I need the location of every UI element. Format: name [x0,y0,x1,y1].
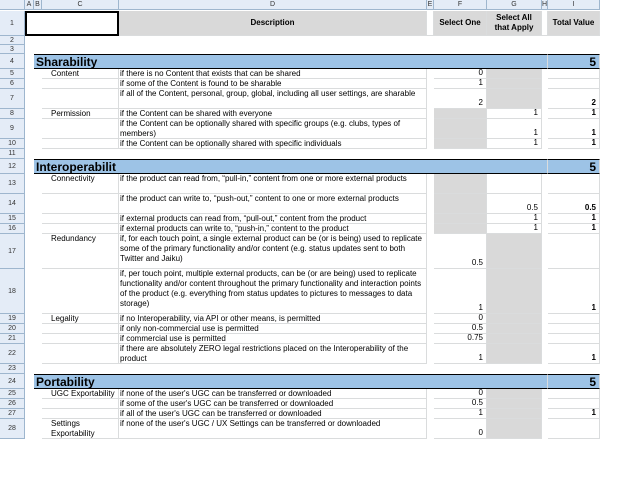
total-value-cell[interactable] [548,314,600,324]
row-header[interactable]: 12 [0,159,25,174]
total-value-cell[interactable]: 1 [548,224,600,234]
description-cell[interactable]: if there are absolutely ZERO legal restrictions placed on the Interoperability of the product [119,344,427,364]
select-all-cell[interactable] [487,344,542,364]
description-cell[interactable]: if some of the user's UGC can be transferred or downloaded [119,399,427,409]
select-all-cell[interactable]: 1 [487,224,542,234]
description-cell[interactable]: if the product can read from, “pull-in,” content from one or more external products [119,174,427,194]
description-cell[interactable]: if commercial use is permitted [119,334,427,344]
spacer-cell[interactable] [427,11,434,36]
column-header[interactable]: C [42,0,119,10]
total-value-cell[interactable]: 1 [548,109,600,119]
select-one-cell[interactable]: 0.75 [434,334,487,344]
description-cell[interactable]: if none of the user's UGC / UX Settings can be transferred or downloaded [119,419,427,439]
description-cell[interactable]: if external products can read from, “pull-out,” content from the product [119,214,427,224]
header-cell[interactable] [25,11,119,36]
section-title[interactable]: Sharability [34,54,548,69]
total-value-cell[interactable]: 2 [548,89,600,109]
row-header[interactable]: 11 [0,149,25,159]
row-header[interactable]: 21 [0,334,25,344]
column-header[interactable]: G [487,0,542,10]
category-cell[interactable]: Permission [42,109,119,119]
row-header[interactable]: 15 [0,214,25,224]
column-header[interactable]: B [34,0,42,10]
row-header[interactable]: 16 [0,224,25,234]
select-one-cell[interactable]: 1 [434,269,487,314]
category-cell[interactable]: Content [42,69,119,79]
select-all-cell[interactable]: 0.5 [487,194,542,214]
select-one-cell[interactable]: 1 [434,79,487,89]
select-all-cell[interactable] [487,389,542,399]
select-all-cell[interactable] [487,89,542,109]
select-one-cell[interactable]: 0.5 [434,234,487,269]
select-all-cell[interactable] [487,79,542,89]
row-header[interactable]: 4 [0,54,25,69]
description-cell[interactable]: if, for each touch point, a single external product can be (or is being) used to replicate some of the primary functionality and/or content (e.g. status updates sent to both Twitter and Jaiku) [119,234,427,269]
select-one-cell[interactable] [434,214,487,224]
description-cell[interactable]: if the Content can be shared with everyone [119,109,427,119]
section-title[interactable]: Interoperabilit [34,159,548,174]
select-one-cell[interactable] [434,174,487,194]
select-one-cell[interactable] [434,224,487,234]
column-header[interactable]: I [548,0,600,10]
select-all-cell[interactable] [487,314,542,324]
total-value-cell[interactable]: 1 [548,139,600,149]
category-cell[interactable] [42,334,119,344]
select-all-corner[interactable] [0,0,25,10]
row-header[interactable]: 13 [0,174,25,194]
total-value-cell[interactable] [548,389,600,399]
description-cell[interactable]: if none of the user's UGC can be transferred or downloaded [119,389,427,399]
row-header[interactable]: 27 [0,409,25,419]
total-value-cell[interactable]: 0.5 [548,194,600,214]
description-cell[interactable]: if the Content can be optionally shared with specific individuals [119,139,427,149]
row-header[interactable]: 26 [0,399,25,409]
row-header[interactable]: 18 [0,269,25,314]
select-all-cell[interactable] [487,174,542,194]
section-title[interactable]: Portability [34,374,548,389]
select-one-cell[interactable]: 2 [434,89,487,109]
category-cell[interactable] [42,139,119,149]
total-value-cell[interactable] [548,69,600,79]
row-header[interactable]: 9 [0,119,25,139]
select-one-cell[interactable]: 0 [434,389,487,399]
column-header[interactable]: A [25,0,34,10]
total-value-cell[interactable] [548,399,600,409]
description-header[interactable]: Description [119,11,427,36]
total-value-cell[interactable] [548,174,600,194]
section-total[interactable]: 5 [548,159,600,174]
select-one-cell[interactable] [434,194,487,214]
category-cell[interactable] [42,224,119,234]
column-header[interactable]: F [434,0,487,10]
category-cell[interactable]: Legality [42,314,119,324]
row-header[interactable]: 28 [0,419,25,439]
description-cell[interactable]: if some of the Content is found to be sharable [119,79,427,89]
row-header[interactable]: 24 [0,374,25,389]
select-all-cell[interactable] [487,324,542,334]
total-value-cell[interactable]: 1 [548,119,600,139]
category-cell[interactable] [42,214,119,224]
row-header[interactable]: 3 [0,45,25,54]
total-value-cell[interactable]: 1 [548,344,600,364]
category-cell[interactable] [42,79,119,89]
row-header[interactable]: 22 [0,344,25,364]
row-header[interactable]: 14 [0,194,25,214]
select-one-cell[interactable]: 0 [434,314,487,324]
select-all-cell[interactable] [487,269,542,314]
select-one-cell[interactable]: 0 [434,69,487,79]
row-header[interactable]: 5 [0,69,25,79]
row-header[interactable]: 19 [0,314,25,324]
select-one-cell[interactable] [434,119,487,139]
category-cell[interactable] [42,194,119,214]
description-cell[interactable]: if the Content can be optionally shared with specific groups (e.g. clubs, types of members) [119,119,427,139]
description-cell[interactable]: if all of the user's UGC can be transferred or downloaded [119,409,427,419]
section-total[interactable]: 5 [548,374,600,389]
row-header[interactable]: 2 [0,36,25,45]
row-header[interactable]: 17 [0,234,25,269]
category-cell[interactable] [42,409,119,419]
select-all-cell[interactable]: 1 [487,119,542,139]
category-cell[interactable] [42,344,119,364]
select-all-cell[interactable] [487,409,542,419]
total-value-cell[interactable] [548,79,600,89]
total-value-cell[interactable]: 1 [548,409,600,419]
total-value-cell[interactable] [548,324,600,334]
select-all-cell[interactable]: 1 [487,109,542,119]
description-cell[interactable]: if external products can write to, “push-in,” content to the product [119,224,427,234]
row-header[interactable]: 7 [0,89,25,109]
category-cell[interactable]: Connectivity [42,174,119,194]
select-one-cell[interactable]: 0.5 [434,324,487,334]
category-cell[interactable] [42,324,119,334]
total-value-cell[interactable] [548,334,600,344]
select-all-cell[interactable] [487,69,542,79]
total-value-header[interactable]: Total Value [548,11,600,36]
select-one-cell[interactable]: 1 [434,409,487,419]
row-header[interactable]: 10 [0,139,25,149]
select-all-cell[interactable] [487,234,542,269]
select-one-cell[interactable] [434,109,487,119]
row-header[interactable]: 1 [0,11,25,36]
select-all-cell[interactable] [487,399,542,409]
description-cell[interactable]: if only non-commercial use is permitted [119,324,427,334]
description-cell[interactable]: if, per touch point, multiple external products, can be (or are being) used to replicate functionality and/or content throughout the primary functionality and interaction points of the product (e.g. everything from status updates to pictures to messages to data storage) [119,269,427,314]
select-one-cell[interactable] [434,139,487,149]
select-one-cell[interactable]: 1 [434,344,487,364]
description-cell[interactable]: if all of the Content, personal, group, global, including all user settings, are sharable [119,89,427,109]
select-one-cell[interactable]: 0 [434,419,487,439]
category-cell[interactable] [42,269,119,314]
total-value-cell[interactable]: 1 [548,214,600,224]
description-cell[interactable]: if no Interoperability, via API or other means, is permitted [119,314,427,324]
select-all-cell[interactable] [487,334,542,344]
select-one-header[interactable]: Select One [434,11,487,36]
select-all-cell[interactable]: 1 [487,139,542,149]
description-cell[interactable]: if the product can write to, “push-out,” content to one or more external products [119,194,427,214]
row-header[interactable]: 25 [0,389,25,399]
total-value-cell[interactable] [548,234,600,269]
total-value-cell[interactable] [548,419,600,439]
section-total[interactable]: 5 [548,54,600,69]
row-header[interactable]: 6 [0,79,25,89]
row-header[interactable]: 8 [0,109,25,119]
total-value-cell[interactable]: 1 [548,269,600,314]
column-header[interactable]: D [119,0,427,10]
select-all-header[interactable]: Select All that Apply [487,11,542,36]
select-all-cell[interactable] [487,419,542,439]
column-header[interactable]: H [542,1,548,8]
description-cell[interactable]: if there is no Content that exists that can be shared [119,69,427,79]
column-header[interactable]: E [427,1,433,8]
select-all-cell[interactable]: 1 [487,214,542,224]
category-cell[interactable] [42,399,119,409]
category-cell[interactable]: UGC Exportability [42,389,119,399]
category-cell[interactable] [42,89,119,109]
category-cell[interactable]: Redundancy [42,234,119,269]
row-header[interactable]: 23 [0,364,25,374]
row-header[interactable]: 20 [0,324,25,334]
category-cell[interactable]: Settings Exportability [42,419,119,439]
category-cell[interactable] [42,119,119,139]
select-one-cell[interactable]: 0.5 [434,399,487,409]
